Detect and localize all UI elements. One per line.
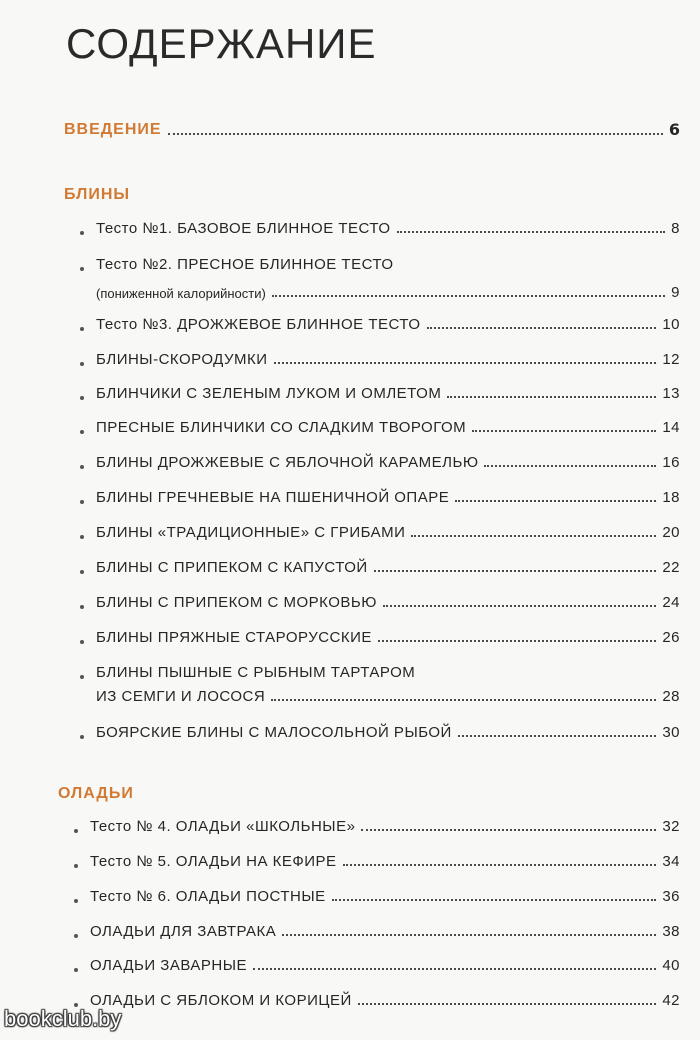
- toc-entry[interactable]: [96, 594, 680, 611]
- toc-entry[interactable]: [90, 923, 680, 940]
- toc-entry-intro[interactable]: [64, 120, 680, 139]
- page-number: 6: [668, 120, 680, 139]
- toc-entry[interactable]: [90, 957, 680, 974]
- dot-leader: [271, 698, 656, 701]
- entry-title: ОЛАДЬИ ЗАВАРНЫЕ: [90, 957, 247, 974]
- dot-leader: [168, 132, 663, 135]
- toc-entry[interactable]: [96, 524, 680, 541]
- toc-entry[interactable]: [90, 853, 680, 870]
- bullet-icon: [80, 640, 84, 644]
- bullet-icon: [80, 735, 84, 739]
- entry-title: ОЛАДЬИ ДЛЯ ЗАВТРАКА: [90, 923, 277, 940]
- page-number: 9: [671, 284, 680, 301]
- page-number: 26: [662, 629, 680, 646]
- dot-leader: [274, 361, 657, 364]
- page-number: 20: [662, 524, 680, 541]
- page-number: 8: [671, 220, 680, 237]
- page-number: 10: [662, 316, 680, 333]
- toc-entry[interactable]: [90, 818, 680, 835]
- entry-title: БЛИНЫ ПРЯЖНЫЕ СТАРОРУССКИЕ: [96, 629, 372, 646]
- page-number: 30: [662, 724, 680, 741]
- bullet-icon: [80, 396, 84, 400]
- entry-title: БЛИНЫ ДРОЖЖЕВЫЕ С ЯБЛОЧНОЙ КАРАМЕЛЬЮ: [96, 454, 479, 471]
- bullet-icon: [74, 968, 78, 972]
- dot-leader: [472, 429, 656, 432]
- toc-entry[interactable]: [96, 220, 680, 237]
- bullet-icon: [80, 465, 84, 469]
- entry-title: БЛИНЫ ГРЕЧНЕВЫЕ НА ПШЕНИЧНОЙ ОПАРЕ: [96, 489, 450, 506]
- entry-title: БЛИНЫ «ТРАДИЦИОННЫЕ» С ГРИБАМИ: [96, 524, 406, 541]
- toc-entry[interactable]: [96, 385, 680, 402]
- entry-title: Тесто №3. ДРОЖЖЕВОЕ БЛИННОЕ ТЕСТО: [96, 316, 421, 333]
- entry-title[interactable]: БЛИНЫ ПЫШНЫЕ С РЫБНЫМ ТАРТАРОМ: [96, 664, 416, 681]
- bullet-icon: [74, 899, 78, 903]
- toc-entry[interactable]: [90, 992, 680, 1009]
- page-number: 14: [662, 419, 680, 436]
- entry-title: Тесто № 6. ОЛАДЬИ ПОСТНЫЕ: [90, 888, 326, 905]
- page-number: 36: [662, 888, 680, 905]
- toc-entry[interactable]: [96, 724, 680, 741]
- dot-leader: [253, 967, 656, 970]
- page-number: 18: [662, 489, 680, 506]
- bullet-icon: [80, 605, 84, 609]
- page-number: 34: [662, 853, 680, 870]
- bullet-icon: [74, 829, 78, 833]
- page-number: 40: [662, 957, 680, 974]
- dot-leader: [361, 828, 656, 831]
- bullet-icon: [80, 430, 84, 434]
- entry-title: БЛИНЫ С ПРИПЕКОМ С КАПУСТОЙ: [96, 559, 368, 576]
- page-number: 38: [662, 923, 680, 940]
- entry-title: БЛИНЫ С ПРИПЕКОМ С МОРКОВЬЮ: [96, 594, 377, 611]
- bullet-icon: [80, 675, 84, 679]
- entry-title: БЛИНЧИКИ С ЗЕЛЕНЫМ ЛУКОМ И ОМЛЕТОМ: [96, 385, 442, 402]
- page-number: 42: [662, 992, 680, 1009]
- dot-leader: [378, 639, 656, 642]
- page-number: 16: [662, 454, 680, 471]
- bullet-icon: [74, 934, 78, 938]
- bullet-icon: [80, 535, 84, 539]
- intro-label: ВВЕДЕНИЕ: [64, 121, 162, 138]
- bullet-icon: [80, 231, 84, 235]
- entry-title: Тесто №1. БАЗОВОЕ БЛИННОЕ ТЕСТО: [96, 220, 391, 237]
- page-number: 28: [662, 688, 680, 705]
- dot-leader: [374, 569, 657, 572]
- bullet-icon: [80, 500, 84, 504]
- dot-leader: [411, 534, 656, 537]
- dot-leader: [455, 499, 656, 502]
- bullet-icon: [80, 327, 84, 331]
- watermark: bookclub.by: [4, 1006, 122, 1031]
- toc-entry[interactable]: [96, 688, 680, 705]
- toc-entry[interactable]: [96, 454, 680, 471]
- toc-entry[interactable]: [96, 419, 680, 436]
- section-heading-oladyi: ОЛАДЬИ: [58, 785, 134, 802]
- toc-entry[interactable]: [96, 316, 680, 333]
- entry-title: ПРЕСНЫЕ БЛИНЧИКИ СО СЛАДКИМ ТВОРОГОМ: [96, 419, 467, 436]
- dot-leader: [427, 326, 657, 329]
- toc-entry[interactable]: [96, 284, 680, 301]
- entry-subtitle: (пониженной калорийности): [96, 286, 266, 301]
- dot-leader: [332, 898, 657, 901]
- section-heading-bliny: БЛИНЫ: [64, 186, 131, 203]
- toc-entry[interactable]: [90, 888, 680, 905]
- page-number: 22: [662, 559, 680, 576]
- entry-title[interactable]: Тесто №2. ПРЕСНОЕ БЛИННОЕ ТЕСТО: [96, 256, 394, 273]
- dot-leader: [447, 395, 656, 398]
- dot-leader: [397, 230, 666, 233]
- page-number: 12: [662, 351, 680, 368]
- entry-title: Тесто № 4. ОЛАДЬИ «ШКОЛЬНЫЕ»: [90, 818, 356, 835]
- entry-title: БЛИНЫ-СКОРОДУМКИ: [96, 351, 268, 368]
- dot-leader: [272, 294, 665, 297]
- toc-entry[interactable]: [96, 351, 680, 368]
- dot-leader: [343, 863, 657, 866]
- toc-entry[interactable]: [96, 629, 680, 646]
- toc-entry[interactable]: [96, 559, 680, 576]
- page-number: 13: [662, 385, 680, 402]
- bullet-icon: [74, 864, 78, 868]
- toc-entry[interactable]: [96, 489, 680, 506]
- page-number: 32: [662, 818, 680, 835]
- page-number: 24: [662, 594, 680, 611]
- entry-title: БОЯРСКИЕ БЛИНЫ С МАЛОСОЛЬНОЙ РЫБОЙ: [96, 724, 452, 741]
- bullet-icon: [80, 362, 84, 366]
- dot-leader: [484, 464, 656, 467]
- dot-leader: [383, 604, 656, 607]
- entry-title: Тесто № 5. ОЛАДЬИ НА КЕФИРЕ: [90, 853, 337, 870]
- dot-leader: [282, 933, 656, 936]
- entry-title-continued: ИЗ СЕМГИ И ЛОСОСЯ: [96, 688, 266, 705]
- dot-leader: [358, 1002, 657, 1005]
- page-title: СОДЕРЖАНИЕ: [66, 20, 377, 67]
- dot-leader: [458, 734, 656, 737]
- entry-title: ОЛАДЬИ С ЯБЛОКОМ И КОРИЦЕЙ: [90, 992, 352, 1009]
- bullet-icon: [80, 570, 84, 574]
- bullet-icon: [80, 267, 84, 271]
